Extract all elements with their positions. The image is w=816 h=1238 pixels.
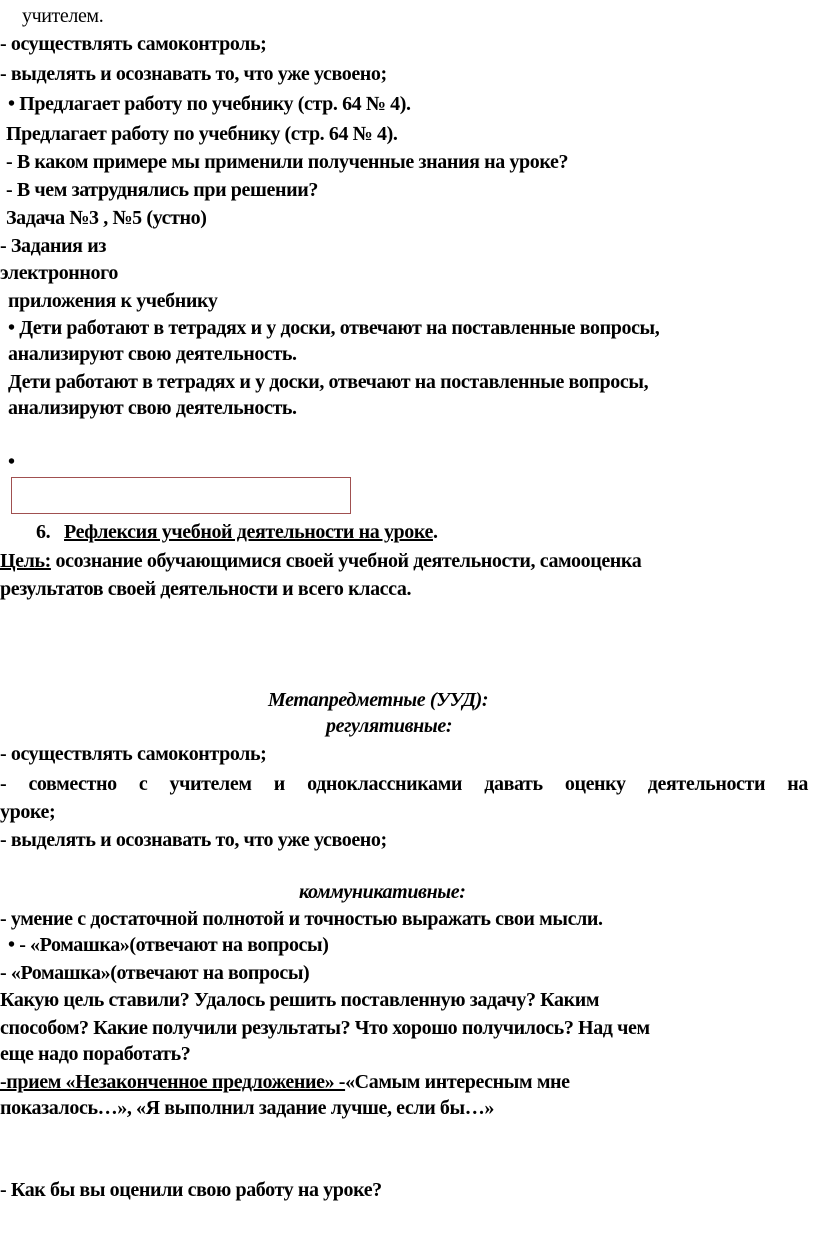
text-line-textbook: Предлагает работу по учебнику (стр. 64 № 4). — [6, 123, 398, 145]
goal-label: Цель: — [0, 550, 51, 572]
goal-text-1: осознание обучающимися своей учебной деятельности, самооценка — [50, 550, 642, 572]
text-line-bullet-children-2: анализируют свою деятельность. — [8, 343, 297, 365]
text-line-bullet-textbook: • Предлагает работу по учебнику (стр. 64 № 4). — [8, 93, 411, 115]
text-line-tasks-from: - Задания из — [0, 235, 106, 257]
reg-line-3: - выделять и осознавать то, что уже усвоено; — [0, 829, 387, 851]
text-line-appendix: приложения к учебнику — [8, 290, 218, 312]
communicative-heading: коммуникативные: — [299, 881, 466, 903]
bullet-mark: • — [8, 451, 15, 473]
empty-text-box — [11, 477, 351, 514]
com-line-1: - умение с достаточной полнотой и точностью выражать свои мысли. — [0, 908, 603, 930]
text-line-task: Задача №3 , №5 (устно) — [6, 207, 207, 229]
regulatory-heading: регулятивные: — [326, 715, 453, 737]
section-heading — [36, 520, 438, 544]
uud-heading: Метапредметные (УУД): — [268, 689, 489, 711]
bullet-daisy-line: • - «Ромашка»(отвечают на вопросы) — [8, 934, 329, 956]
technique-rest: «Самым интересным мне — [345, 1071, 570, 1093]
technique-line-1 — [0, 1070, 570, 1094]
questions-line-3: еще надо поработать? — [0, 1043, 191, 1065]
text-line-question-1: - В каком примере мы применили полученные знания на уроке? — [6, 151, 569, 173]
text-line-children-1: Дети работают в тетрадях и у доски, отвечают на поставленные вопросы, — [8, 371, 649, 393]
technique-line-2: показалось…», «Я выполнил задание лучше, если бы…» — [0, 1097, 494, 1119]
text-line-bullet-children-1: • Дети работают в тетрадях и у доски, отвечают на поставленные вопросы, — [8, 317, 660, 339]
goal-line-1 — [0, 549, 641, 573]
daisy-line: - «Ромашка»(отвечают на вопросы) — [0, 962, 310, 984]
technique-underlined: -прием «Незаконченное предложение» - — [0, 1071, 346, 1093]
text-line-question-2: - В чем затруднялись при решении? — [6, 179, 318, 201]
text-line-teacher: учителем. — [22, 5, 104, 27]
reg-line-2b: уроке; — [0, 801, 56, 823]
text-line-highlight: - выделять и осознавать то, что уже усвоено; — [0, 63, 387, 85]
text-line-children-2: анализируют свою деятельность. — [8, 397, 297, 419]
reg-line-2a: - совместно с учителем и одноклассниками давать оценку деятельности на — [0, 773, 808, 795]
final-question: - Как бы вы оценили свою работу на уроке? — [0, 1179, 382, 1201]
text-line-self-control: - осуществлять самоконтроль; — [0, 33, 267, 55]
section-title-dot: . — [433, 521, 438, 543]
questions-line-1: Какую цель ставили? Удалось решить поставленную задачу? Каким — [0, 989, 600, 1011]
reg-line-1: - осуществлять самоконтроль; — [0, 743, 267, 765]
section-number: 6. — [36, 521, 51, 543]
questions-line-2: способом? Какие получили результаты? Что хорошо получилось? Над чем — [0, 1017, 650, 1039]
text-line-electronic: электронного — [0, 262, 118, 284]
section-title: Рефлексия учебной деятельности на уроке — [64, 521, 433, 543]
goal-line-2: результатов своей деятельности и всего класса. — [0, 578, 412, 600]
